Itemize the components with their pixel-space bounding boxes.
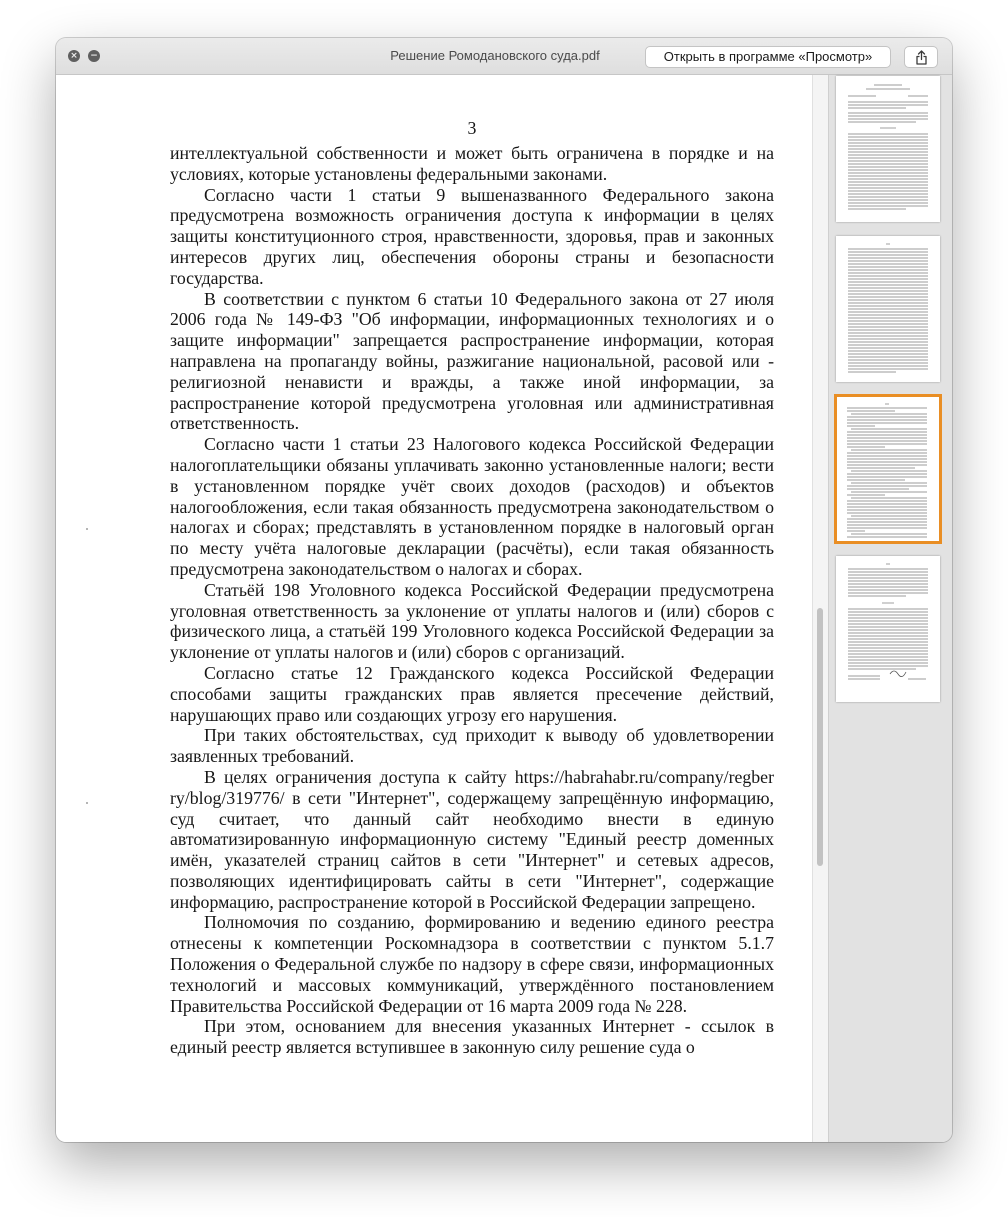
minimize-icon[interactable]: − bbox=[88, 50, 100, 62]
close-icon[interactable]: × bbox=[68, 50, 80, 62]
pdf-page bbox=[170, 118, 774, 1078]
share-button[interactable] bbox=[904, 46, 938, 68]
paragraph: Статьёй 198 Уголовного кодекса Российской Федерации предусмотрена уголовная ответственность за уклонение от уплаты налогов и (или) сборов с физического лица, а статьёй 199 Уголовного кодекса Российской Федерации за уклонение от уплаты налогов и (или) сборов с организаций. bbox=[170, 579, 774, 663]
preview-window bbox=[56, 38, 952, 1142]
paragraph: Согласно части 1 статьи 23 Налогового кодекса Российской Федерации налогоплательщики обязаны уплачивать законно установленные налоги; вести в установленном порядке учёт своих доходов (расходов) и объектов налогообложения, если такая обязанность предусмотрена законодательством о налогах и сборах; представлять в установленном порядке в налоговый орган по месту учёта налоговые декларации (расчёты), если такая обязанность предусмотрена законодательством о налогах и сборах. bbox=[170, 434, 774, 579]
page-thumbnail-1[interactable] bbox=[836, 76, 940, 222]
paragraph: При таких обстоятельствах, суд приходит к выводу об удовлетворении заявленных требований. bbox=[170, 725, 774, 767]
page-thumbnail-3[interactable] bbox=[834, 394, 942, 544]
thumbnail-text-lines bbox=[845, 402, 929, 538]
thumbnail-text-lines bbox=[846, 82, 930, 218]
page-thumbnail-2[interactable] bbox=[836, 236, 940, 382]
scrollbar-thumb[interactable] bbox=[817, 608, 823, 866]
page-number: 3 bbox=[467, 118, 477, 138]
scan-mark bbox=[86, 802, 88, 804]
paragraph: Полномочия по созданию, формированию и ведению единого реестра отнесены к компетенции Роскомнадзора в соответствии с пунктом 5.1.7 Положения о Федеральной службе по надзору в сфере связи, информационных технологий и массовых коммуникаций, утверждённого постановлением Правительства Российской Федерации от 16 марта 2009 года № 228. bbox=[170, 912, 774, 1016]
scan-mark bbox=[86, 528, 88, 530]
paragraph: Согласно статье 12 Гражданского кодекса Российской Федерации способами защиты гражданских прав является пресечение действий, нарушающих право или создающих угрозу его нарушения. bbox=[170, 662, 774, 725]
paragraph: При этом, основанием для внесения указанных Интернет - ссылок в единый реестр является вступившее в законную силу решение суда о bbox=[170, 1016, 774, 1058]
paragraph: интеллектуальной собственности и может быть ограничена в порядке и на условиях, которые установлены федеральными законами. bbox=[170, 143, 774, 184]
open-in-preview-button[interactable]: Открыть в программе «Просмотр» bbox=[645, 46, 891, 68]
title-bar bbox=[56, 38, 952, 75]
page-thumbnail-4[interactable] bbox=[836, 556, 940, 702]
share-icon bbox=[915, 50, 928, 65]
paragraph: В целях ограничения доступа к сайту https://habrahabr.ru/company/regber ry/blog/319776/ в сети "Интернет", содержащему запрещённую информацию, суд считает, что данный сайт необходимо внести в единую автоматизированную информационную систему "Единый реестр доменных имён, указателей страниц сайтов в сети "Интернет" и сетевых адресов, позволяющих идентифицировать сайты в сети "Интернет", содержащие информацию, распространение которой в Российской Федерации запрещено. bbox=[170, 766, 774, 912]
paragraph: В соответствии с пунктом 6 статьи 10 Федерального закона от 27 июля 2006 года № 149-ФЗ "Об информации, информационных технологиях и о защите информации" запрещается распространение информации, которая направлена на пропаганду войны, разжигание национальной, расовой или - религиозной ненависти и вражды, а также иной информации, за распространение которой предусмотрена уголовная или административная ответственность. bbox=[170, 288, 774, 434]
thumbnail-text-lines bbox=[846, 242, 930, 378]
thumbnail-text-lines bbox=[846, 562, 930, 698]
window-title: Решение Ромодановского суда.pdf bbox=[390, 48, 600, 63]
paragraph: Согласно части 1 статьи 9 вышеназванного Федерального закона предусмотрена возможность ограничения доступа к информации в целях защиты конституционного строя, нравственности, здоровья, прав и законных интересов других лиц, обеспечения обороны страны и безопасности государства. bbox=[170, 184, 774, 288]
